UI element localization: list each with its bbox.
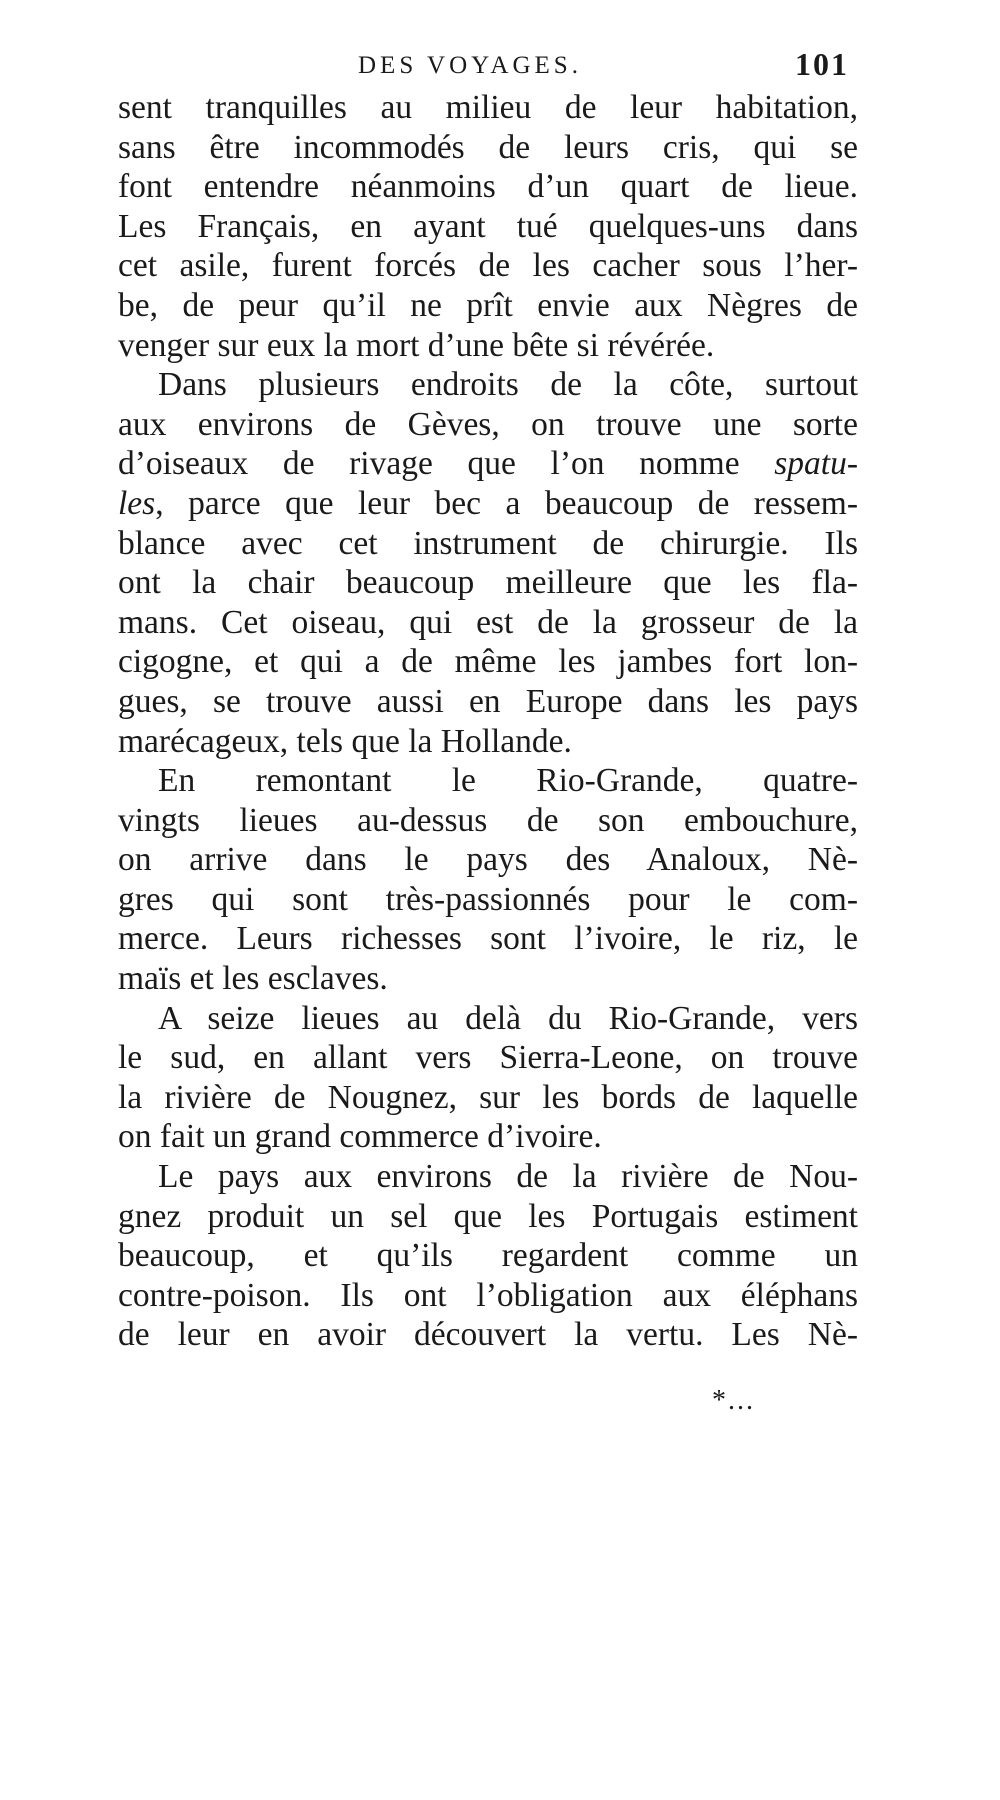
text-segment: d’oiseaux de rivage que l’on nomme (118, 445, 775, 483)
text-segment: , parce que leur bec a beaucoup de ressem- (155, 484, 858, 522)
text-line: ont la chair beaucoup meilleure que les fla- (118, 564, 858, 602)
text-line: cet asile, furent forcés de les cacher sous l’her- (118, 247, 858, 285)
text-line: mans. Cet oiseau, qui est de la grosseur de la (118, 603, 858, 641)
text-line: Les Français, en ayant tué quelques-uns dans (118, 207, 858, 245)
text-line: Dans plusieurs endroits de la côte, surtout (158, 366, 858, 404)
text-line: font entendre néanmoins d’un quart de lieue. (118, 168, 858, 206)
text-line: sent tranquilles au milieu de leur habitation, (118, 89, 858, 126)
page-number: 101 (795, 46, 849, 82)
text-line: A seize lieues au delà du Rio-Grande, vers (158, 999, 858, 1037)
text-line: on fait un grand commerce d’ivoire. (118, 1118, 602, 1156)
italic-term: les (118, 484, 156, 522)
signature-mark: *... (712, 1385, 755, 1416)
running-title: DES VOYAGES. (358, 52, 582, 79)
text-line: cigogne, et qui a de même les jambes fort lon- (118, 643, 858, 681)
text-line: gres qui sont très-passionnés pour le com- (118, 880, 858, 918)
text-line: aux environs de Gèves, on trouve une sorte (118, 405, 858, 443)
text-line: gues, se trouve aussi en Europe dans les pays (118, 682, 858, 720)
text-line: de leur en avoir découvert la vertu. Les Nè- (118, 1316, 858, 1354)
text-line: la rivière de Nougnez, sur les bords de laquelle (118, 1078, 858, 1116)
text-line: beaucoup, et qu’ils regardent comme un (118, 1237, 858, 1275)
text-line-with-italic (118, 444, 858, 484)
text-line-with-italic (118, 484, 858, 524)
text-line: marécageux, tels que la Hollande. (118, 722, 572, 760)
paragraph-3 (118, 761, 858, 999)
text-line: gnez produit un sel que les Portugais estiment (118, 1197, 858, 1235)
text-line: maïs et les esclaves. (118, 960, 388, 998)
text-line: be, de peur qu’il ne prît envie aux Nègres de (118, 286, 858, 324)
text-line: venger sur eux la mort d’une bête si révérée. (118, 326, 715, 364)
text-line: En remontant le Rio-Grande, quatre- (158, 762, 858, 800)
italic-term: spatu- (774, 445, 858, 483)
text-line: Le pays aux environs de la rivière de Nou- (158, 1158, 858, 1196)
paragraph-5 (118, 1157, 858, 1355)
paragraph-2 (118, 365, 858, 761)
text-line: le sud, en allant vers Sierra-Leone, on trouve (118, 1039, 858, 1077)
paragraph-4 (118, 999, 858, 1157)
text-line: merce. Leurs richesses sont l’ivoire, le riz, le (118, 920, 858, 958)
paragraph-1 (118, 88, 858, 365)
text-line: contre-poison. Ils ont l’obligation aux éléphans (118, 1276, 858, 1314)
text-line: blance avec cet instrument de chirurgie. Ils (118, 524, 858, 562)
text-line: on arrive dans le pays des Analoux, Nè- (118, 841, 858, 879)
text-line: vingts lieues au-dessus de son embouchure, (118, 801, 858, 839)
body-text (118, 88, 858, 1355)
text-line: sans être incommodés de leurs cris, qui se (118, 128, 858, 166)
